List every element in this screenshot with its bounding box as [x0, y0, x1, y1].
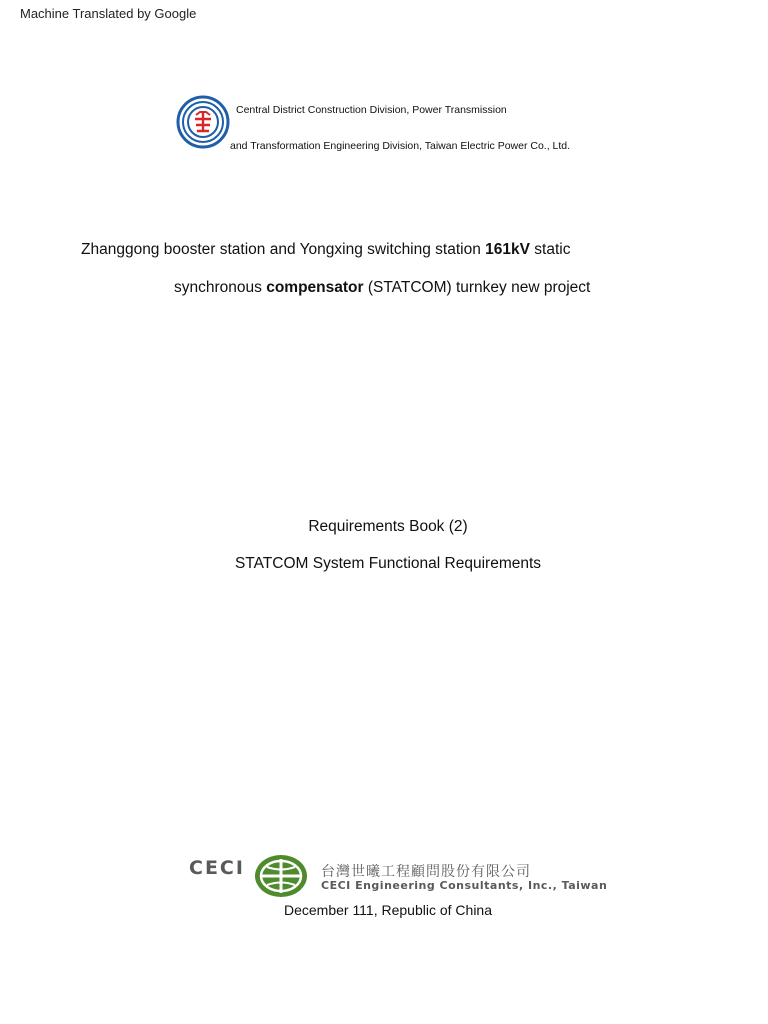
title-text: synchronous [174, 279, 267, 296]
machine-translation-banner: Machine Translated by Google [20, 6, 197, 21]
title-bold-voltage: 161kV [485, 241, 530, 258]
title-text: Zhanggong booster station and Yongxing switching station [81, 241, 486, 258]
ceci-chinese-name: 台灣世曦工程顧問股份有限公司 [321, 864, 531, 880]
org-name-line-1: Central District Construction Division, Power Transmission [236, 104, 507, 116]
title-bold-compensator: compensator [266, 279, 364, 296]
project-title-line-1 [81, 241, 570, 259]
org-name-line-2: and Transformation Engineering Division, Taiwan Electric Power Co., Ltd. [230, 140, 571, 152]
requirements-book-number: Requirements Book (2) [308, 518, 468, 535]
project-title-line-2 [174, 279, 590, 297]
ceci-globe-icon [253, 853, 309, 899]
ceci-wordmark: CECI [189, 857, 245, 879]
title-text: (STATCOM) turnkey new project [363, 279, 591, 296]
taipower-logo-icon [176, 95, 230, 149]
document-date: December 111, Republic of China [283, 902, 493, 918]
ceci-english-name: CECI Engineering Consultants, Inc., Taiwan [321, 879, 608, 892]
requirements-book-subtitle: STATCOM System Functional Requirements [234, 555, 542, 572]
title-text: static [529, 241, 571, 258]
